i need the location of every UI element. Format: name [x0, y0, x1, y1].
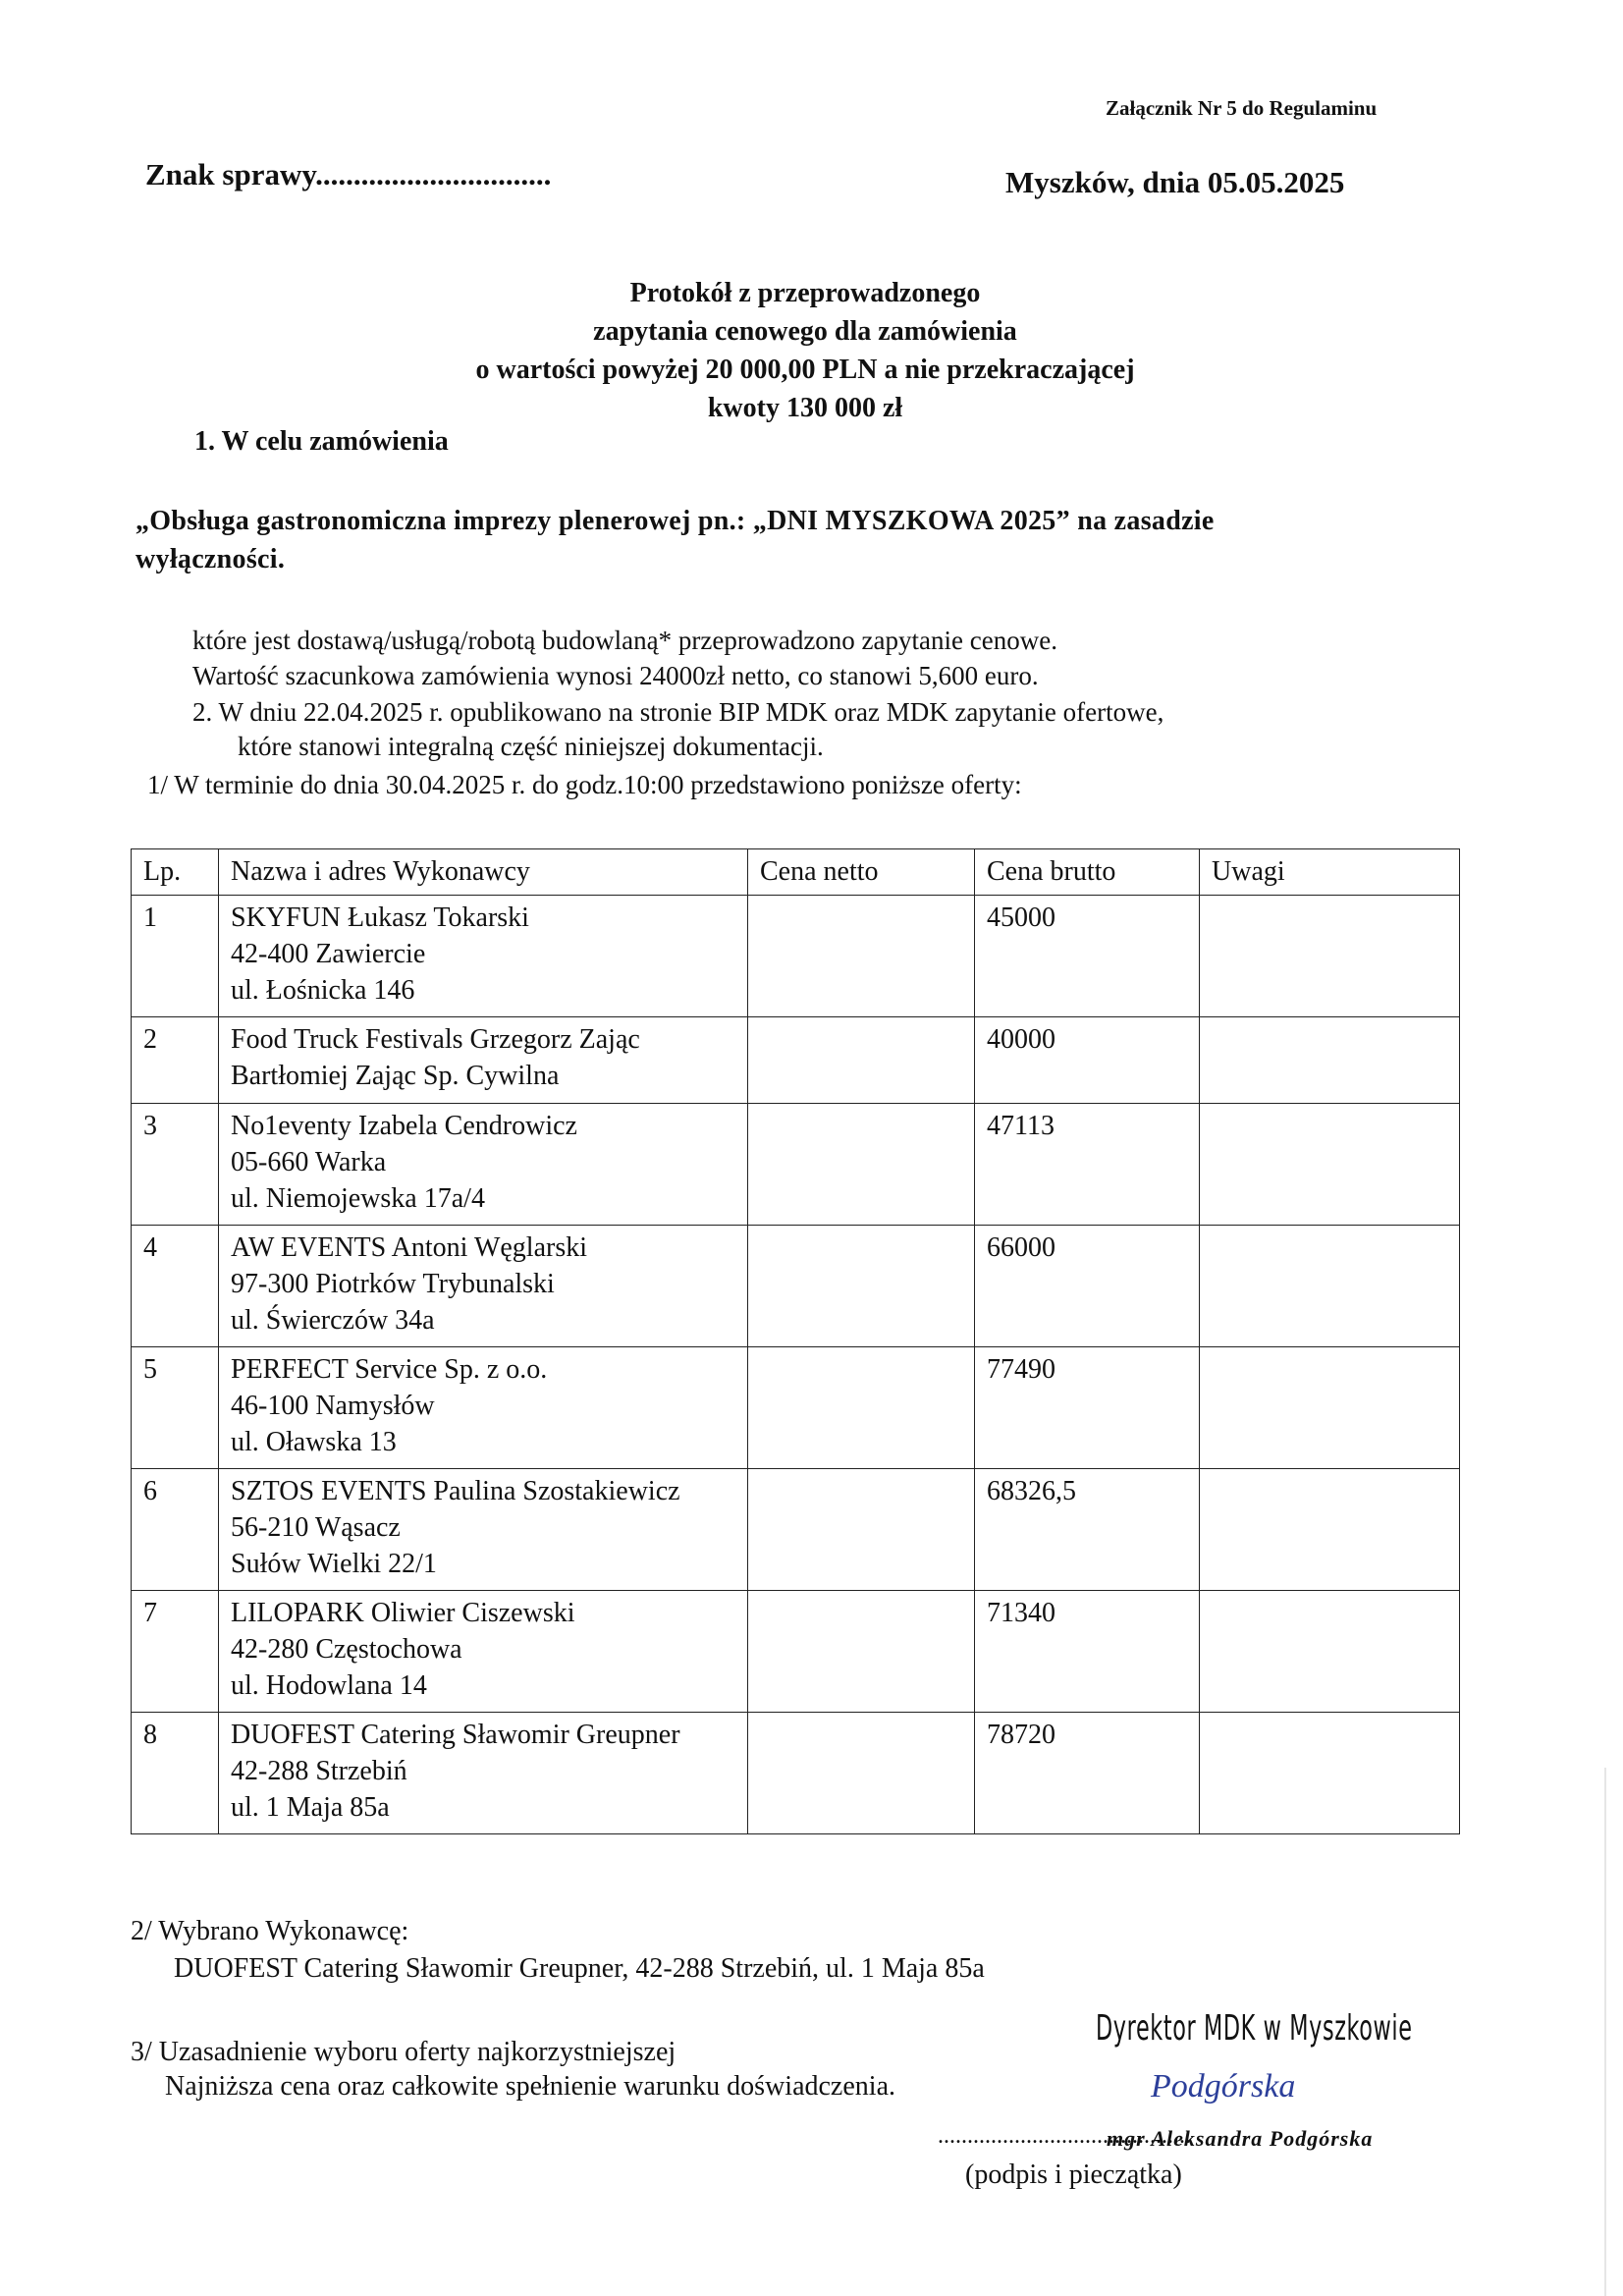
header-name: Nazwa i adres Wykonawcy	[219, 849, 748, 896]
table-row	[132, 1226, 1460, 1347]
section-1-heading: 1. W celu zamówienia	[194, 426, 449, 457]
cell-notes	[1200, 1347, 1460, 1469]
contractor-line: ul. 1 Maja 85a	[231, 1792, 390, 1823]
signature-caption: (podpis i pieczątka)	[965, 2159, 1182, 2190]
contractor-line: ul. Świerczów 34a	[231, 1305, 435, 1336]
contractor-line: SZTOS EVENTS Paulina Szostakiewicz	[231, 1476, 680, 1506]
table-row	[132, 1017, 1460, 1104]
table-header-row	[132, 849, 1460, 896]
cell-lp: 2	[132, 1017, 219, 1104]
body-line-2: Wartość szacunkowa zamówienia wynosi 24000zł netto, co stanowi 5,600 euro.	[192, 661, 1039, 690]
cell-lp: 8	[132, 1713, 219, 1834]
contractor-line: 42-280 Częstochowa	[231, 1634, 462, 1665]
contractor-line: Food Truck Festivals Grzegorz Zając	[231, 1024, 640, 1055]
cell-gross-price: 78720	[975, 1713, 1200, 1834]
contractor-line: No1eventy Izabela Cendrowicz	[231, 1111, 577, 1141]
cell-lp: 6	[132, 1469, 219, 1591]
scan-edge	[1604, 1768, 1606, 2296]
table-row	[132, 896, 1460, 1017]
title-line-1: Protokół z przeprowadzonego	[629, 278, 981, 308]
cell-contractor	[219, 1017, 748, 1104]
body-line-5: 1/ W terminie do dnia 30.04.2025 r. do godz.10:00 przedstawiono poniższe oferty:	[147, 770, 1022, 799]
contractor-line: 97-300 Piotrków Trybunalski	[231, 1269, 555, 1299]
table-row	[132, 1591, 1460, 1713]
cell-net-price	[748, 1104, 975, 1226]
offers-table-body	[132, 896, 1460, 1834]
justification-heading: 3/ Uzasadnienie wyboru oferty najkorzystniejszej	[131, 2037, 676, 2067]
cell-lp: 3	[132, 1104, 219, 1226]
selected-contractor: DUOFEST Catering Sławomir Greupner, 42-288 Strzebiń, ul. 1 Maja 85a	[174, 1953, 985, 1984]
cell-gross-price: 40000	[975, 1017, 1200, 1104]
cell-lp: 5	[132, 1347, 219, 1469]
cell-contractor	[219, 1226, 748, 1347]
subject-line-2: wyłączności.	[135, 544, 286, 574]
cell-notes	[1200, 1469, 1460, 1591]
contractor-line: 42-400 Zawiercie	[231, 939, 426, 969]
contractor-line: PERFECT Service Sp. z o.o.	[231, 1354, 548, 1385]
cell-contractor	[219, 1591, 748, 1713]
cell-net-price	[748, 896, 975, 1017]
cell-net-price	[748, 1469, 975, 1591]
title-line-3: o wartości powyżej 20 000,00 PLN a nie przekraczającej	[475, 355, 1135, 385]
body-line-3: 2. W dniu 22.04.2025 r. opublikowano na stronie BIP MDK oraz MDK zapytanie ofertowe,	[192, 697, 1164, 727]
table-row	[132, 1104, 1460, 1226]
attachment-label: Załącznik Nr 5 do Regulaminu	[1106, 96, 1378, 120]
contractor-line: SKYFUN Łukasz Tokarski	[231, 902, 529, 933]
cell-notes	[1200, 1104, 1460, 1226]
cell-net-price	[748, 1347, 975, 1469]
cell-gross-price: 45000	[975, 896, 1200, 1017]
document-title	[295, 274, 1316, 427]
contractor-line: LILOPARK Oliwier Ciszewski	[231, 1598, 575, 1628]
cell-notes	[1200, 1226, 1460, 1347]
header-net: Cena netto	[748, 849, 975, 896]
cell-contractor	[219, 1347, 748, 1469]
cell-lp: 4	[132, 1226, 219, 1347]
contractor-line: ul. Niemojewska 17a/4	[231, 1183, 485, 1214]
header-gross: Cena brutto	[975, 849, 1200, 896]
contractor-line: 05-660 Warka	[231, 1147, 387, 1177]
contractor-line: 46-100 Namysłów	[231, 1391, 435, 1421]
cell-net-price	[748, 1591, 975, 1713]
cell-gross-price: 47113	[975, 1104, 1200, 1226]
title-line-2: zapytania cenowego dla zamówienia	[593, 316, 1017, 347]
handwritten-signature: Podgórska	[1151, 2068, 1296, 2105]
place-date: Myszków, dnia 05.05.2025	[1005, 165, 1345, 199]
header-notes: Uwagi	[1200, 849, 1460, 896]
title-line-4: kwoty 130 000 zł	[707, 393, 903, 423]
cell-notes	[1200, 1591, 1460, 1713]
cell-contractor	[219, 1469, 748, 1591]
table-row	[132, 1713, 1460, 1834]
table-row	[132, 1347, 1460, 1469]
cell-contractor	[219, 896, 748, 1017]
cell-notes	[1200, 1713, 1460, 1834]
contractor-line: ul. Hodowlana 14	[231, 1670, 427, 1701]
cell-contractor	[219, 1713, 748, 1834]
offers-table	[131, 848, 1460, 1834]
cell-notes	[1200, 896, 1460, 1017]
contractor-line: 42-288 Strzebiń	[231, 1756, 407, 1786]
cell-gross-price: 71340	[975, 1591, 1200, 1713]
cell-gross-price: 66000	[975, 1226, 1200, 1347]
table-row	[132, 1469, 1460, 1591]
contractor-line: ul. Oławska 13	[231, 1427, 397, 1457]
case-reference: Znak sprawy...............................	[145, 157, 552, 191]
body-line-4: które stanowi integralną część niniejszej dokumentacji.	[238, 732, 824, 761]
signature-dots: ...........................................	[938, 2123, 1191, 2149]
cell-net-price	[748, 1226, 975, 1347]
body-line-1: które jest dostawą/usługą/robotą budowlaną* przeprowadzono zapytanie cenowe.	[192, 626, 1057, 655]
cell-net-price	[748, 1017, 975, 1104]
contractor-line: 56-210 Wąsacz	[231, 1512, 401, 1543]
cell-contractor	[219, 1104, 748, 1226]
cell-lp: 7	[132, 1591, 219, 1713]
header-lp: Lp.	[132, 849, 219, 896]
cell-lp: 1	[132, 896, 219, 1017]
contractor-line: ul. Łośnicka 146	[231, 975, 415, 1006]
contractor-line: Bartłomiej Zając Sp. Cywilna	[231, 1061, 560, 1091]
contractor-line: DUOFEST Catering Sławomir Greupner	[231, 1720, 680, 1750]
contractor-line: AW EVENTS Antoni Węglarski	[231, 1232, 588, 1263]
stamp-title: Dyrektor MDK w Myszkowie	[1096, 2008, 1413, 2049]
justification-text: Najniższa cena oraz całkowite spełnienie warunku doświadczenia.	[165, 2071, 895, 2102]
cell-notes	[1200, 1017, 1460, 1104]
stamp-name: mgr Aleksandra Podgórska	[1107, 2126, 1374, 2151]
cell-gross-price: 68326,5	[975, 1469, 1200, 1591]
cell-net-price	[748, 1713, 975, 1834]
selection-heading: 2/ Wybrano Wykonawcę:	[131, 1916, 409, 1946]
cell-gross-price: 77490	[975, 1347, 1200, 1469]
subject-line-1: „Obsługa gastronomiczna imprezy plenerowej pn.: „DNI MYSZKOWA 2025” na zasadzie	[135, 506, 1215, 536]
contractor-line: Sułów Wielki 22/1	[231, 1549, 437, 1579]
order-subject	[135, 502, 1432, 578]
